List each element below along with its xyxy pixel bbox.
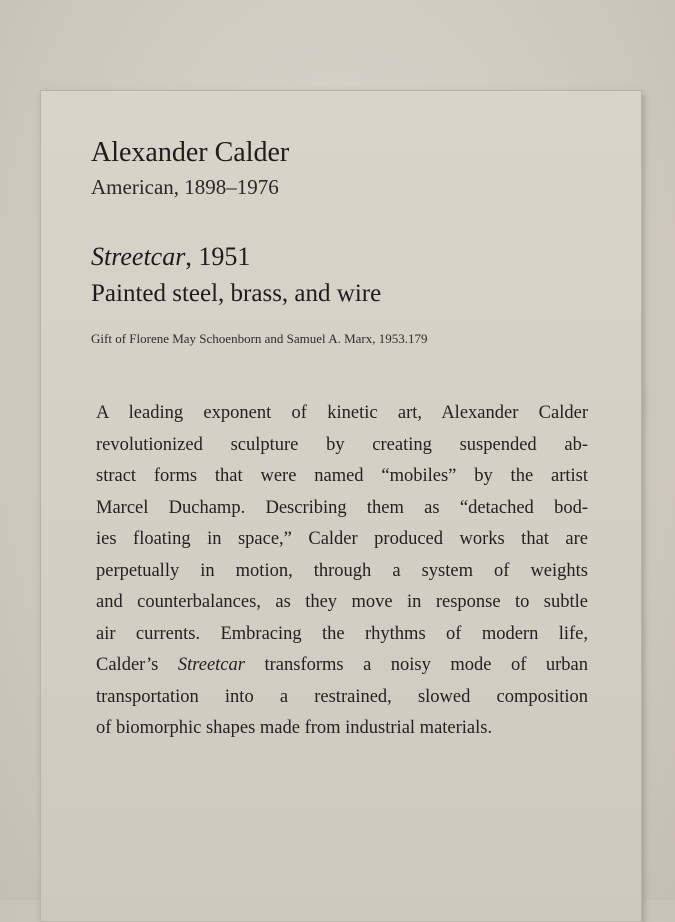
museum-wall-label: [40, 90, 642, 922]
artist-nationality-dates: American, 1898–1976: [91, 175, 279, 199]
description-line: stract forms that were named “mobiles” by the artist: [96, 466, 588, 486]
description-line: revolutionized sculpture by creating suspended ab-: [96, 434, 588, 455]
credit-line: Gift of Florene May Schoenborn and Samuel A. Marx, 1953.179: [91, 331, 428, 346]
line-prefix: Calder’s: [96, 655, 178, 675]
description-line: Marcel Duchamp. Describing them as “detached bod-: [96, 497, 588, 518]
work-year: 1951: [198, 242, 251, 271]
work-title-line: [91, 242, 250, 272]
description-line-with-title: [96, 650, 588, 682]
description-line: and counterbalances, as they move in response to subtle: [96, 592, 588, 612]
description-line: of biomorphic shapes made from industrial materials.: [96, 718, 493, 738]
description-line: perpetually in motion, through a system of weights: [96, 560, 588, 581]
description-line: ies floating in space,” Calder produced works that are: [96, 529, 588, 549]
description-text: [96, 398, 588, 745]
description-line: transportation into a restrained, slowed composition: [96, 686, 588, 707]
artist-name: Alexander Calder: [91, 137, 290, 168]
description-line: air currents. Embracing the rhythms of modern life,: [96, 623, 588, 644]
description-line: A leading exponent of kinetic art, Alexander Calder: [96, 403, 588, 423]
work-medium: Painted steel, brass, and wire: [91, 280, 382, 307]
title-year-separator: ,: [185, 242, 199, 271]
inline-work-title: Streetcar: [177, 655, 245, 675]
work-title: Streetcar: [91, 242, 186, 271]
line-suffix: transforms a noisy mode of urban: [244, 655, 589, 675]
